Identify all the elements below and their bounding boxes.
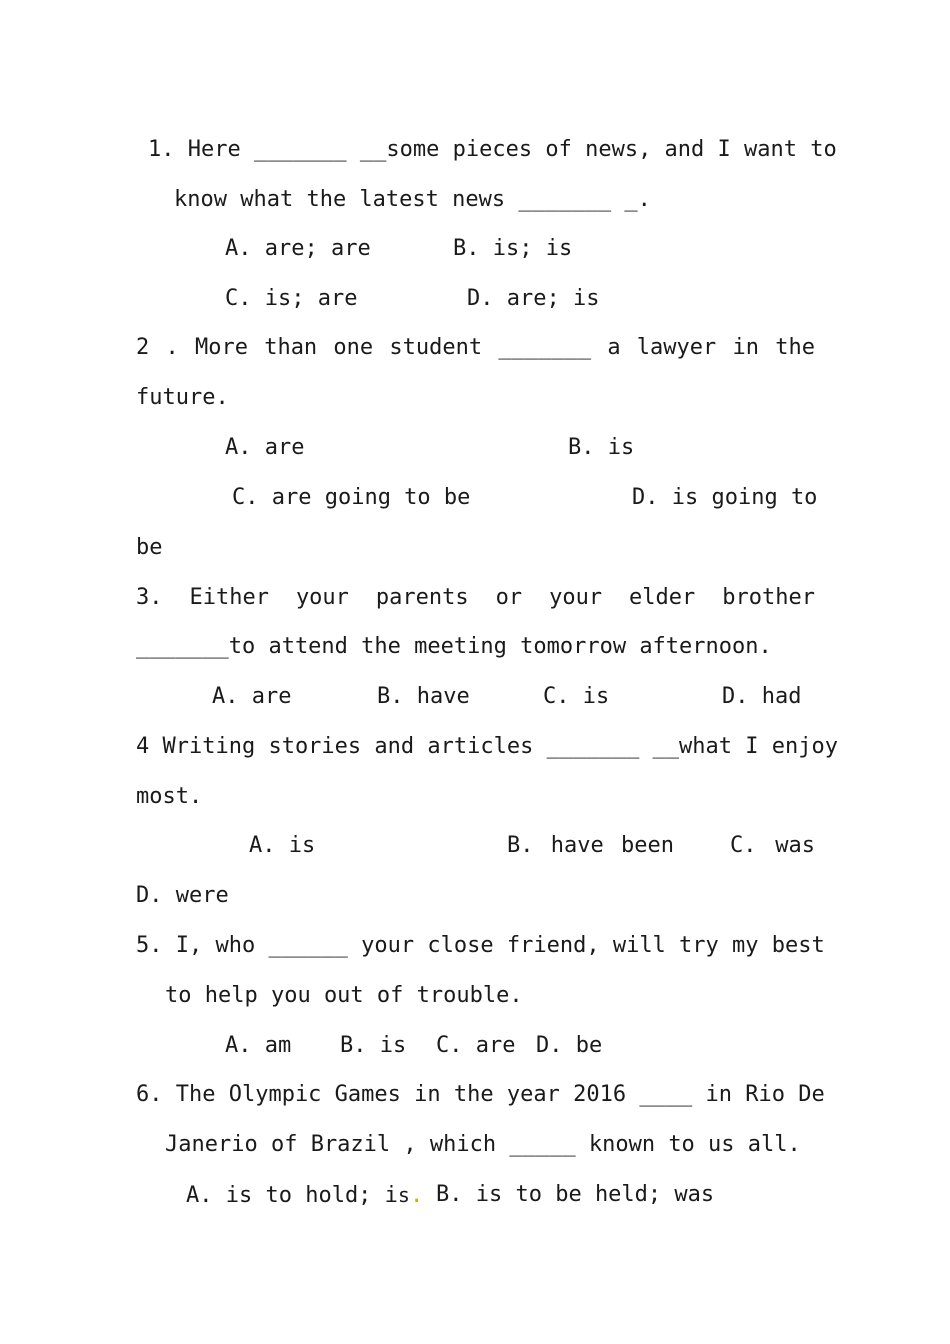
- question-4-option-d: D. were: [136, 883, 229, 908]
- question-5-stem-line-2: to help you out of trouble.: [165, 983, 523, 1008]
- question-4-option-a: A. is: [249, 833, 316, 858]
- question-6-stem-line-2: Janerio of Brazil , which _____ known to us all.: [165, 1132, 801, 1157]
- question-5-option-d: D. be: [536, 1033, 603, 1058]
- question-2-stem-line-1: 2 . More than one student _______ a lawyer in the: [136, 335, 815, 360]
- question-1-stem-line-1: 1. Here _______ __some pieces of news, and I want to: [148, 137, 837, 162]
- question-5-option-c: C. are: [436, 1033, 516, 1058]
- question-6-option-a: [186, 1182, 423, 1209]
- question-6-option-a-text: A. is to hold; i: [186, 1183, 398, 1208]
- question-3-stem-line-1: 3. Either your parents or your elder brother: [136, 585, 815, 610]
- question-1-option-d: D. are; is: [467, 286, 600, 311]
- question-4-option-c: C. was: [730, 833, 815, 858]
- question-6-option-a-tail: s: [397, 1183, 410, 1207]
- question-1-stem-line-2: know what the latest news _______ _.: [174, 187, 651, 212]
- question-5-stem-line-1: 5. I, who ______ your close friend, will try my best: [136, 933, 825, 958]
- question-1-option-c: C. is; are: [225, 286, 358, 311]
- question-2-option-b: B. is: [568, 435, 635, 460]
- question-5-option-a: A. am: [225, 1033, 292, 1058]
- question-2-option-c: C. are going to be: [232, 485, 471, 510]
- question-2-option-d: D. is going to: [632, 485, 818, 510]
- question-6-option-a-dot: .: [409, 1183, 424, 1208]
- question-6-option-b: B. is to be held; was: [436, 1182, 715, 1207]
- question-3-option-d: D. had: [722, 684, 802, 709]
- question-5-option-b: B. is: [340, 1033, 407, 1058]
- question-3-option-a: A. are: [212, 684, 292, 709]
- question-4-option-b: B. have been: [507, 833, 674, 858]
- question-6-stem-line-1: 6. The Olympic Games in the year 2016 ____ in Rio De: [136, 1082, 825, 1107]
- question-2-stem-line-2: future.: [136, 385, 229, 410]
- question-3-stem-line-2: _______to attend the meeting tomorrow afternoon.: [136, 634, 772, 659]
- question-3-option-b: B. have: [377, 684, 470, 709]
- question-2-option-d-wrap: be: [136, 535, 163, 560]
- question-3-option-c: C. is: [543, 684, 610, 709]
- question-1-option-a: A. are; are: [225, 236, 371, 261]
- question-1-option-b: B. is; is: [453, 236, 573, 261]
- question-2-option-a: A. are: [225, 435, 305, 460]
- question-4-stem-line-2: most.: [136, 784, 203, 809]
- question-4-stem-line-1: 4 Writing stories and articles _______ __what I enjoy: [136, 734, 838, 759]
